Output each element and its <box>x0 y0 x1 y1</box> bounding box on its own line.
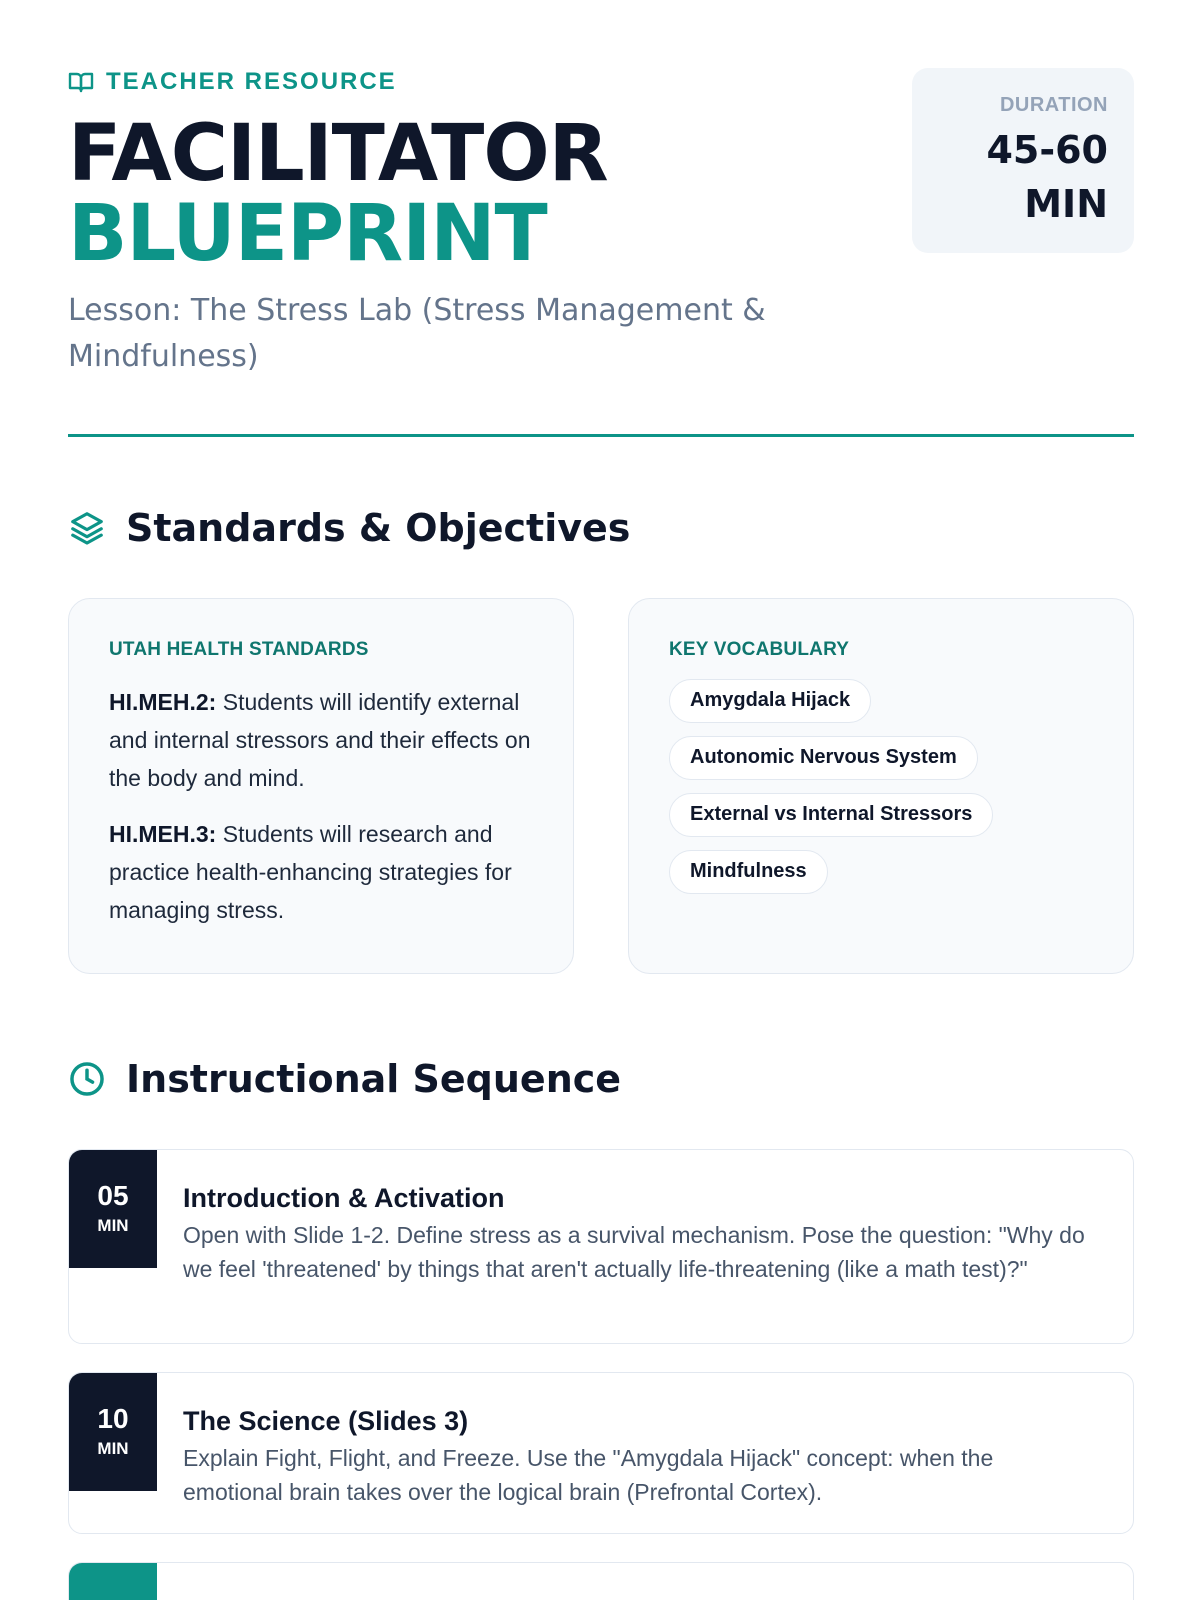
standard-code: HI.MEH.2: <box>109 689 217 715</box>
vocab-term: Amygdala Hijack <box>669 679 871 723</box>
standards-card <box>68 598 574 974</box>
step-title: The Science (Slides 3) <box>183 1406 469 1436</box>
step-title: Introduction & Activation <box>183 1183 505 1213</box>
duration-box <box>912 68 1134 253</box>
step-minutes: 10 <box>97 1403 129 1434</box>
layers-icon <box>68 509 106 547</box>
step-minutes: 05 <box>97 1180 129 1211</box>
time-badge <box>69 1150 157 1268</box>
duration-label: DURATION <box>999 94 1108 116</box>
step-body <box>183 1403 1093 1509</box>
header-divider <box>68 434 1134 437</box>
eyebrow <box>68 68 397 96</box>
vocabulary-card <box>628 598 1134 974</box>
standard-text: Students will research and practice health-enhancing strategies for managing stress. <box>109 821 512 923</box>
sequence-section-heading <box>68 1057 621 1101</box>
vocab-term: Autonomic Nervous System <box>669 736 978 780</box>
section-title: Instructional Sequence <box>126 1057 622 1101</box>
time-badge <box>69 1373 157 1491</box>
duration-value: 45-60 MIN <box>986 128 1108 226</box>
eyebrow-label: TEACHER RESOURCE <box>106 68 397 95</box>
step-body <box>183 1180 1093 1286</box>
time-badge <box>69 1563 157 1600</box>
standards-section-heading <box>68 506 630 550</box>
vocab-term: External vs Internal Stressors <box>669 793 993 837</box>
vocab-term: Mindfulness <box>669 850 828 894</box>
clock-icon <box>68 1060 106 1098</box>
card-label: KEY VOCABULARY <box>669 639 850 660</box>
title-line-2: BLUEPRINT <box>68 189 547 279</box>
sequence-step <box>68 1149 1134 1344</box>
title-line-1: FACILITATOR <box>68 109 608 199</box>
step-unit: MIN <box>97 1439 129 1458</box>
sequence-step <box>68 1372 1134 1534</box>
sequence-step-partial <box>68 1562 1134 1600</box>
lesson-subtitle: Lesson: The Stress Lab (Stress Management & Mindfulness) <box>68 293 766 374</box>
step-description: Open with Slide 1-2. Define stress as a survival mechanism. Pose the question: "Why do we feel 'threatened' by things that aren't actually life-threatening (like a math test)?" <box>183 1222 1085 1282</box>
standard-item <box>109 683 533 797</box>
book-open-icon <box>68 70 94 94</box>
card-label: UTAH HEALTH STANDARDS <box>109 639 369 660</box>
standard-code: HI.MEH.3: <box>109 821 217 847</box>
step-unit: MIN <box>97 1216 129 1235</box>
standard-text: Students will identify external and internal stressors and their effects on the body and mind. <box>109 689 531 791</box>
standard-item <box>109 815 533 929</box>
step-description: Explain Fight, Flight, and Freeze. Use the "Amygdala Hijack" concept: when the emotional brain takes over the logical brain (Prefrontal Cortex). <box>183 1445 994 1505</box>
section-title: Standards & Objectives <box>126 506 631 550</box>
vocabulary-list <box>669 679 1093 894</box>
page-title <box>68 109 608 279</box>
